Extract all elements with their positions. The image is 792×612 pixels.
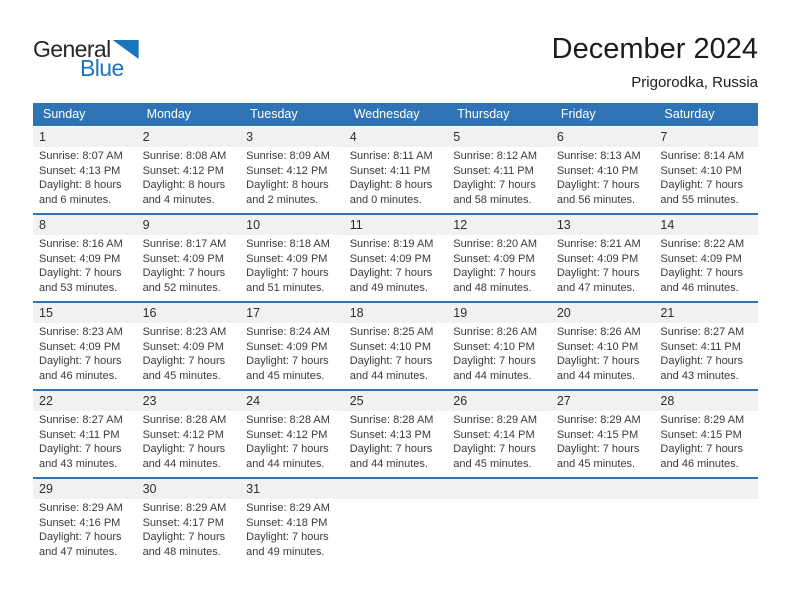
empty-day-cell	[344, 499, 448, 565]
sunrise-text: Sunrise: 8:26 AM	[556, 326, 641, 338]
day-cell	[551, 323, 655, 389]
daylight-text: Daylight: 7 hours and 44 minutes.	[349, 443, 433, 470]
day-cell	[137, 411, 241, 477]
day-cell	[33, 147, 137, 213]
daylight-text: Daylight: 7 hours and 45 minutes.	[142, 355, 226, 382]
daylight-text: Daylight: 8 hours and 2 minutes.	[246, 179, 329, 206]
day-number: 4	[349, 130, 357, 144]
sunset-text: Sunset: 4:10 PM	[349, 340, 432, 353]
daylight-text: Daylight: 7 hours and 44 minutes.	[246, 443, 329, 470]
day-cell	[137, 235, 241, 301]
day-cell	[344, 323, 448, 389]
day-cell	[240, 147, 344, 213]
day-cell	[654, 147, 758, 213]
day-cell	[344, 147, 448, 213]
day-cell	[447, 411, 551, 477]
day-cell	[447, 147, 551, 213]
daylight-text: Daylight: 7 hours and 44 minutes.	[556, 355, 640, 382]
sunset-text: Sunset: 4:09 PM	[39, 340, 121, 353]
sunset-text: Sunset: 4:13 PM	[39, 164, 121, 177]
sunset-text: Sunset: 4:09 PM	[453, 252, 535, 265]
day-number: 30	[142, 482, 157, 496]
week-body	[33, 147, 758, 213]
sunrise-text: Sunrise: 8:14 AM	[660, 150, 745, 162]
day-cell	[447, 323, 551, 389]
empty-day-number	[344, 479, 448, 499]
sunrise-text: Sunrise: 8:28 AM	[142, 414, 227, 426]
week-row	[33, 213, 758, 301]
empty-day-cell	[551, 499, 655, 565]
day-number: 22	[39, 394, 53, 408]
day-number-band	[33, 303, 758, 323]
day-number: 26	[453, 394, 468, 408]
daylight-text: Daylight: 7 hours and 44 minutes.	[142, 443, 226, 470]
day-cell	[447, 235, 551, 301]
week-body	[33, 499, 758, 565]
sunset-text: Sunset: 4:11 PM	[39, 428, 120, 441]
weekday-header-row	[33, 103, 758, 126]
day-cell	[33, 323, 137, 389]
day-cell	[240, 411, 344, 477]
sunrise-text: Sunrise: 8:22 AM	[660, 238, 745, 250]
sunrise-text: Sunrise: 8:29 AM	[556, 414, 641, 426]
day-cell	[33, 235, 137, 301]
sunrise-text: Sunrise: 8:29 AM	[660, 414, 745, 426]
day-cell	[33, 411, 137, 477]
day-number: 25	[349, 394, 364, 408]
sunrise-text: Sunrise: 8:26 AM	[453, 326, 538, 338]
sunset-text: Sunset: 4:13 PM	[349, 428, 432, 441]
day-number: 15	[39, 306, 53, 320]
empty-day-number	[654, 479, 758, 499]
sunset-text: Sunset: 4:12 PM	[246, 164, 328, 177]
daylight-text: Daylight: 7 hours and 43 minutes.	[660, 355, 743, 382]
sunset-text: Sunset: 4:18 PM	[246, 516, 328, 529]
day-number: 8	[39, 218, 46, 232]
day-cell	[551, 411, 655, 477]
day-cell	[344, 235, 448, 301]
daylight-text: Daylight: 7 hours and 43 minutes.	[39, 443, 122, 470]
weekday-header: Friday	[560, 107, 596, 121]
sunrise-text: Sunrise: 8:23 AM	[39, 326, 123, 338]
sunset-text: Sunset: 4:09 PM	[556, 252, 639, 265]
weekday-header: Monday	[146, 107, 192, 121]
day-number: 2	[142, 130, 150, 144]
logo-text-general: General	[33, 36, 111, 62]
day-number: 3	[246, 130, 254, 144]
sunrise-text: Sunrise: 8:21 AM	[556, 238, 641, 250]
daylight-text: Daylight: 7 hours and 58 minutes.	[453, 179, 536, 206]
day-number-band	[33, 215, 758, 235]
sunset-text: Sunset: 4:10 PM	[453, 340, 535, 353]
sunrise-text: Sunrise: 8:16 AM	[39, 238, 123, 250]
day-number: 19	[453, 306, 468, 320]
day-number: 20	[556, 306, 571, 320]
week-row	[33, 301, 758, 389]
week-row	[33, 127, 758, 213]
daylight-text: Daylight: 7 hours and 44 minutes.	[453, 355, 536, 382]
general-blue-logo	[33, 38, 139, 80]
weekday-header: Wednesday	[353, 107, 420, 121]
empty-day-number	[551, 479, 655, 499]
weekday-header: Sunday	[43, 107, 86, 121]
day-number: 9	[142, 218, 150, 232]
sunrise-text: Sunrise: 8:27 AM	[660, 326, 745, 338]
daylight-text: Daylight: 7 hours and 49 minutes.	[349, 267, 433, 294]
sunrise-text: Sunrise: 8:18 AM	[246, 238, 330, 250]
empty-day-number	[447, 479, 551, 499]
daylight-text: Daylight: 7 hours and 44 minutes.	[349, 355, 433, 382]
daylight-text: Daylight: 7 hours and 45 minutes.	[556, 443, 640, 470]
daylight-text: Daylight: 8 hours and 0 minutes.	[349, 179, 433, 206]
empty-day-cell	[654, 499, 758, 565]
day-number: 6	[556, 130, 564, 144]
daylight-text: Daylight: 7 hours and 55 minutes.	[660, 179, 743, 206]
sunrise-text: Sunrise: 8:25 AM	[349, 326, 434, 338]
day-number-band	[33, 479, 758, 499]
sunrise-text: Sunrise: 8:29 AM	[39, 502, 123, 514]
sunset-text: Sunset: 4:15 PM	[556, 428, 639, 441]
day-number: 11	[349, 218, 363, 232]
day-cell	[654, 235, 758, 301]
month-title: December 2024	[551, 33, 758, 65]
daylight-text: Daylight: 8 hours and 6 minutes.	[39, 179, 122, 206]
daylight-text: Daylight: 7 hours and 45 minutes.	[453, 443, 536, 470]
sunset-text: Sunset: 4:11 PM	[349, 164, 431, 177]
day-number: 17	[246, 306, 261, 320]
sunrise-text: Sunrise: 8:29 AM	[453, 414, 538, 426]
sunset-text: Sunset: 4:12 PM	[142, 164, 224, 177]
daylight-text: Daylight: 7 hours and 46 minutes.	[39, 355, 122, 382]
sunrise-text: Sunrise: 8:07 AM	[39, 150, 123, 162]
weekday-header: Thursday	[457, 107, 510, 121]
daylight-text: Daylight: 7 hours and 46 minutes.	[660, 267, 743, 294]
calendar-table	[33, 103, 758, 565]
day-number-band	[33, 391, 758, 411]
day-cell	[137, 499, 241, 565]
sunset-text: Sunset: 4:10 PM	[660, 164, 742, 177]
day-number: 5	[453, 130, 461, 144]
week-row	[33, 389, 758, 477]
day-cell	[240, 323, 344, 389]
daylight-text: Daylight: 7 hours and 45 minutes.	[246, 355, 329, 382]
sunrise-text: Sunrise: 8:28 AM	[349, 414, 434, 426]
sunrise-text: Sunrise: 8:12 AM	[453, 150, 538, 162]
empty-day-cell	[447, 499, 551, 565]
sunset-text: Sunset: 4:09 PM	[660, 252, 742, 265]
daylight-text: Daylight: 8 hours and 4 minutes.	[142, 179, 226, 206]
daylight-text: Daylight: 7 hours and 51 minutes.	[246, 267, 329, 294]
day-number: 27	[556, 394, 571, 408]
daylight-text: Daylight: 7 hours and 47 minutes.	[39, 531, 122, 558]
day-cell	[240, 235, 344, 301]
sunset-text: Sunset: 4:14 PM	[453, 428, 535, 441]
sunrise-text: Sunrise: 8:20 AM	[453, 238, 538, 250]
daylight-text: Daylight: 7 hours and 53 minutes.	[39, 267, 122, 294]
location-subtitle: Prigorodka, Russia	[631, 73, 758, 91]
sunrise-text: Sunrise: 8:28 AM	[246, 414, 330, 426]
day-cell	[137, 147, 241, 213]
day-number: 28	[660, 394, 675, 408]
sunrise-text: Sunrise: 8:19 AM	[349, 238, 434, 250]
day-cell	[240, 499, 344, 565]
day-number: 14	[660, 218, 675, 232]
sunset-text: Sunset: 4:17 PM	[142, 516, 224, 529]
weekday-header: Tuesday	[250, 107, 298, 121]
day-number: 24	[246, 394, 261, 408]
sunset-text: Sunset: 4:10 PM	[556, 340, 639, 353]
day-cell	[551, 235, 655, 301]
week-row	[33, 477, 758, 565]
day-cell	[344, 411, 448, 477]
sunset-text: Sunset: 4:09 PM	[349, 252, 432, 265]
sunrise-text: Sunrise: 8:27 AM	[39, 414, 123, 426]
sunrise-text: Sunrise: 8:23 AM	[142, 326, 227, 338]
day-cell	[33, 499, 137, 565]
day-cell	[551, 147, 655, 213]
sunrise-text: Sunrise: 8:09 AM	[246, 150, 330, 162]
week-body	[33, 235, 758, 301]
day-cell	[137, 323, 241, 389]
day-number: 16	[142, 306, 157, 320]
sunset-text: Sunset: 4:09 PM	[39, 252, 121, 265]
sunset-text: Sunset: 4:16 PM	[39, 516, 121, 529]
daylight-text: Daylight: 7 hours and 48 minutes.	[453, 267, 536, 294]
day-number-band	[33, 127, 758, 147]
day-number: 29	[39, 482, 53, 496]
logo-text-blue: Blue	[80, 55, 124, 81]
sunrise-text: Sunrise: 8:17 AM	[142, 238, 227, 250]
day-number: 21	[660, 306, 675, 320]
sunset-text: Sunset: 4:10 PM	[556, 164, 639, 177]
calendar-weeks	[33, 127, 758, 565]
title-block	[552, 34, 758, 91]
sunset-text: Sunset: 4:12 PM	[246, 428, 328, 441]
day-number: 31	[246, 482, 261, 496]
sunset-text: Sunset: 4:11 PM	[453, 164, 534, 177]
sunrise-text: Sunrise: 8:13 AM	[556, 150, 641, 162]
sunset-text: Sunset: 4:09 PM	[246, 252, 328, 265]
daylight-text: Daylight: 7 hours and 52 minutes.	[142, 267, 226, 294]
day-cell	[654, 323, 758, 389]
day-cell	[654, 411, 758, 477]
sunset-text: Sunset: 4:12 PM	[142, 428, 224, 441]
sunrise-text: Sunrise: 8:11 AM	[349, 150, 433, 162]
day-number: 23	[142, 394, 157, 408]
sunrise-text: Sunrise: 8:08 AM	[142, 150, 227, 162]
day-number: 18	[349, 306, 364, 320]
sunset-text: Sunset: 4:15 PM	[660, 428, 742, 441]
page-header	[33, 33, 758, 91]
sunset-text: Sunset: 4:09 PM	[142, 252, 224, 265]
week-body	[33, 411, 758, 477]
daylight-text: Daylight: 7 hours and 49 minutes.	[246, 531, 329, 558]
daylight-text: Daylight: 7 hours and 48 minutes.	[142, 531, 226, 558]
daylight-text: Daylight: 7 hours and 47 minutes.	[556, 267, 640, 294]
sunrise-text: Sunrise: 8:29 AM	[142, 502, 227, 514]
week-body	[33, 323, 758, 389]
daylight-text: Daylight: 7 hours and 46 minutes.	[660, 443, 743, 470]
sunset-text: Sunset: 4:09 PM	[142, 340, 224, 353]
sunset-text: Sunset: 4:11 PM	[660, 340, 741, 353]
day-number: 7	[660, 130, 668, 144]
sunset-text: Sunset: 4:09 PM	[246, 340, 328, 353]
daylight-text: Daylight: 7 hours and 56 minutes.	[556, 179, 640, 206]
day-number: 10	[246, 218, 261, 232]
sunrise-text: Sunrise: 8:29 AM	[246, 502, 330, 514]
sunrise-text: Sunrise: 8:24 AM	[246, 326, 330, 338]
weekday-header: Saturday	[664, 107, 715, 121]
day-number: 13	[556, 218, 571, 232]
day-number: 1	[39, 130, 46, 144]
day-number: 12	[453, 218, 468, 232]
